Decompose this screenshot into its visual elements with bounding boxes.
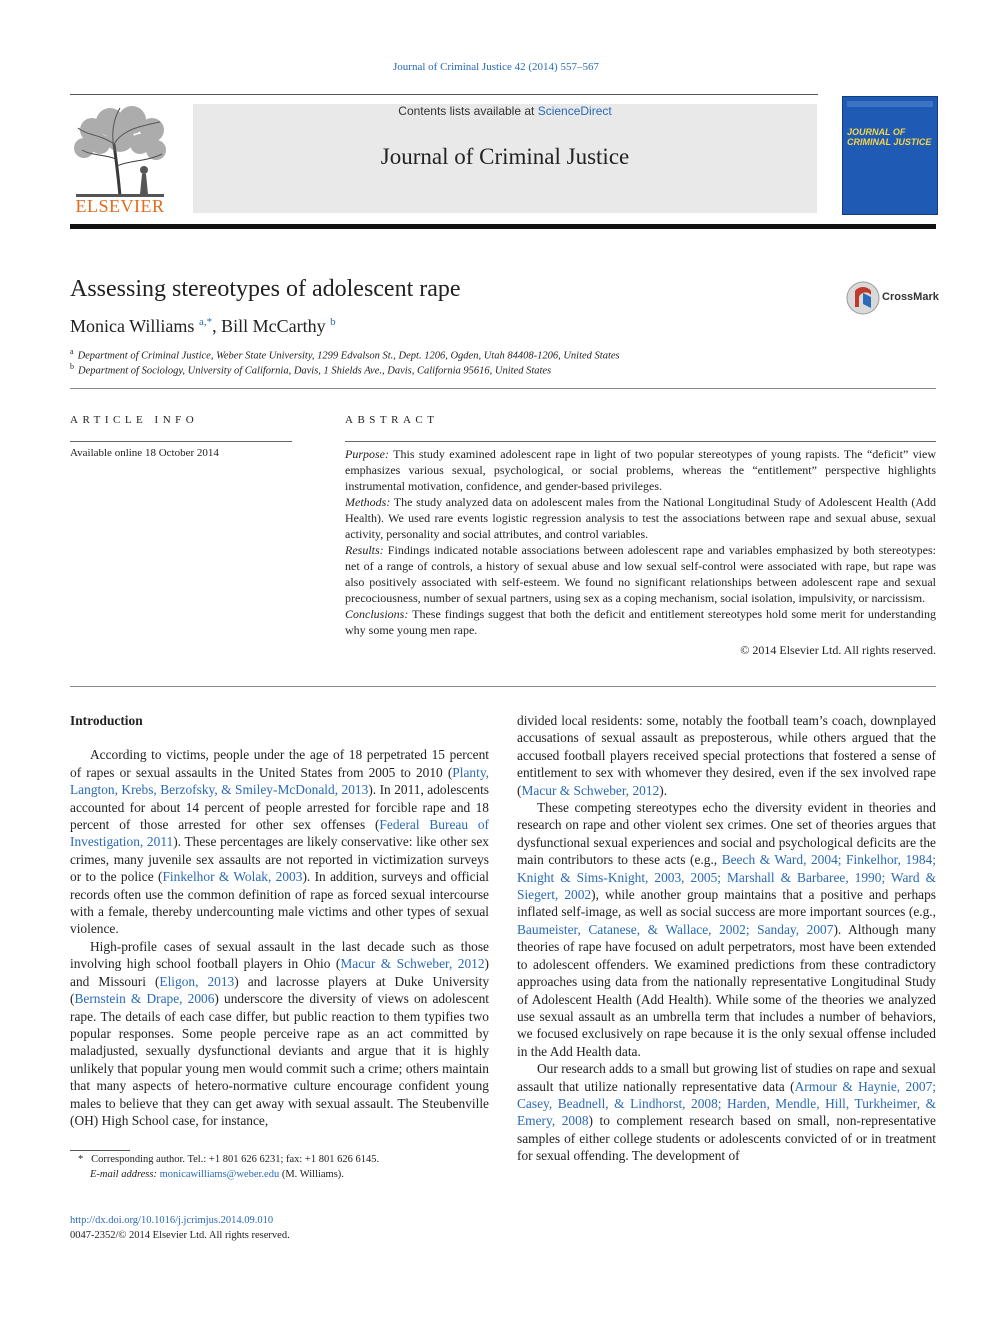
body-text: ). Although many theories of rape have focused on adult perpetrators, most have been extended to adolescent offenders. We examined predictions from these contradictory approaches using data from the nationally representative Longitudinal Study of Adolescent Health (Add Health). While some of the theories we analyzed use sexual assault as an umbrella term that includes a number of behaviors, we focused exclusively on rape because it is the only sexual offense included in the Add Health data. bbox=[517, 921, 936, 1059]
author-name[interactable]: Monica Williams bbox=[70, 316, 195, 336]
abstract-heading: ABSTRACT bbox=[345, 414, 439, 426]
citation-link[interactable]: Macur & Schweber, 2012 bbox=[521, 782, 660, 798]
body-column-left bbox=[70, 712, 489, 1129]
abstract-text: These findings suggest that both the deficit and entitlement stereotypes hold some merit for understanding why some young men rape. bbox=[345, 607, 936, 637]
abstract-label: Conclusions: bbox=[345, 607, 409, 621]
doi-link[interactable]: http://dx.doi.org/10.1016/j.jcrimjus.2014.09.010 bbox=[70, 1215, 274, 1226]
body-text: ). In addition, surveys and official records often use the common definition of rape as forced sexual intercourse with a female, thereby undercounting male victims and other types of sexual violence. bbox=[70, 869, 489, 937]
header-thick-rule bbox=[70, 224, 936, 229]
journal-cover[interactable] bbox=[842, 96, 938, 215]
body-text: ), while another group maintains that a positive and perhaps inflated self-image, as well as social success are more important sources (e.g., bbox=[517, 887, 937, 920]
copyright-notice: © 2014 Elsevier Ltd. All rights reserved. bbox=[740, 643, 936, 657]
cover-title: JOURNAL OF CRIMINAL JUSTICE bbox=[847, 127, 932, 147]
author-list bbox=[70, 316, 336, 337]
citation-link[interactable]: Baumeister, Catanese, & Wallace, 2002; Sanday, 2007 bbox=[517, 921, 834, 937]
header-rule bbox=[70, 94, 818, 95]
author-affiliation-mark[interactable]: a,* bbox=[198, 316, 213, 328]
right-paragraphs bbox=[517, 712, 936, 1165]
body-text: ). bbox=[659, 782, 668, 798]
footnote-text: Corresponding author. Tel.: +1 801 626 6231; fax: +1 801 626 6145. bbox=[91, 1154, 380, 1165]
citation-link[interactable]: Bernstein & Drape, 2006 bbox=[74, 991, 215, 1007]
abstract-label: Methods: bbox=[345, 495, 391, 509]
footnote-email-line bbox=[70, 1168, 490, 1183]
affiliation bbox=[70, 347, 620, 362]
article-info-heading: ARTICLE INFO bbox=[70, 414, 199, 426]
available-online: Available online 18 October 2014 bbox=[70, 447, 219, 459]
article-info-rule bbox=[70, 441, 292, 442]
body-text: According to victims, people under the age of 18 perpetrated 15 percent of rapes or sexual assaults in the United States from 2005 to 2010 ( bbox=[70, 747, 489, 780]
affiliation bbox=[70, 362, 551, 377]
doi-block bbox=[70, 1214, 290, 1243]
body-paragraph bbox=[517, 1060, 936, 1164]
section-heading: Introduction bbox=[70, 713, 143, 728]
footnote-line bbox=[70, 1153, 490, 1168]
body-text: High-profile cases of sexual assault in the last decade such as those involving high school football players in Ohio ( bbox=[70, 938, 489, 972]
left-paragraphs bbox=[70, 746, 489, 1129]
journal-title[interactable]: Journal of Criminal Justice bbox=[380, 144, 630, 169]
crossmark-icon[interactable] bbox=[846, 281, 880, 315]
body-text: Our research adds to a small but growing list of studies on rape and sexual assault that utilize nationally representative data ( bbox=[517, 1061, 936, 1094]
journal-banner bbox=[193, 104, 817, 213]
body-column-right bbox=[517, 712, 936, 1165]
email-suffix: (M. Williams). bbox=[281, 1168, 344, 1180]
abstract-label: Results: bbox=[345, 543, 384, 557]
citation-link[interactable]: Federal Bureau of Investigation, 2011 bbox=[70, 817, 489, 850]
abstract-methods bbox=[345, 494, 936, 542]
abstract-purpose bbox=[345, 446, 936, 494]
body-text: ) to complement research based on small, non-representative samples of either college students or adolescents convicted of or in treatment for sexual offending. The development of bbox=[517, 1113, 936, 1164]
footnote-mark: * bbox=[78, 1154, 84, 1165]
citation-link[interactable]: Eligon, 2013 bbox=[159, 973, 235, 989]
abstract-conclusions bbox=[345, 606, 936, 638]
abstract-rule bbox=[345, 441, 936, 442]
body-text: These competing stereotypes echo the diversity evident in theories and research on rape and other violent sex crimes. One set of theories argues that dysfunctional sexual experiences and social and psychological deficits are the main contributors to these acts (e.g., bbox=[517, 800, 936, 868]
sciencedirect-link[interactable]: ScienceDirect bbox=[537, 104, 612, 118]
body-paragraph bbox=[517, 799, 936, 1060]
body-paragraph bbox=[70, 938, 489, 1129]
author-affiliation-mark[interactable]: b bbox=[330, 316, 336, 328]
footnote bbox=[70, 1153, 490, 1182]
body-text: ). In 2011, adolescents accounted for about 14 percent of people arrested for forcible rape and 18 percent of those arrested for other sex offenses ( bbox=[70, 782, 489, 833]
affiliation-text: Department of Sociology, University of California, Davis, 1 Shields Ave., Davis, California 95616, United States bbox=[78, 365, 552, 377]
author-separator: , bbox=[212, 316, 222, 336]
contents-line bbox=[193, 104, 817, 118]
body-text: divided local residents: some, notably the football team’s coach, downplayed accusations of sexual assault as preposterous, while others argued that the accused football players received special protections that fostered a sense of entitlement to sex with whomever they desired, even if the sex involved rape ( bbox=[517, 713, 936, 798]
crossmark-label[interactable]: CrossMark bbox=[882, 291, 939, 303]
body-paragraph bbox=[70, 746, 489, 937]
issn-line: 0047-2352/© 2014 Elsevier Ltd. All rights reserved. bbox=[70, 1229, 290, 1241]
affiliation-mark: a bbox=[70, 347, 74, 356]
affiliation-text: Department of Criminal Justice, Weber State University, 1299 Edvalson St., Dept. 1206, Ogden, Utah 84408-1206, United States bbox=[77, 350, 620, 362]
citation-link[interactable]: Beech & Ward, 2004; Finkelhor, 1984; Knight & Sims-Knight, 2003, 2005; Marshall & Barbaree, 1990; Ward & Siegert, 2002 bbox=[517, 852, 936, 903]
divider bbox=[70, 686, 936, 687]
cover-strip bbox=[847, 101, 933, 107]
footnote-rule bbox=[70, 1150, 130, 1151]
body-paragraph bbox=[517, 712, 936, 799]
contents-prefix: Contents lists available at bbox=[398, 104, 538, 118]
body-text: ) underscore the diversity of views on adolescent rape. The details of each case differ, but public reaction to them typifies two popular responses. Some people perceive rape as an act committed by maladjusted, sexually dysfunctional deviants and argue that it is highly unlikely that popular young men would commit such a crime; others maintain that many aspects of hetero-normative culture encourage confident young males to believe that they can get away with sexual assault. The Steubenville (OH) High School case, for instance, bbox=[70, 991, 489, 1128]
abstract-label: Purpose: bbox=[345, 447, 389, 461]
abstract-text: This study examined adolescent rape in light of two popular stereotypes of young rapists. The “deficit” view emphasizes various sexual, psychological, or social problems, whereas the “entitlement” perspective highlights instrumental motivation, confidence, and gender-based privileges. bbox=[345, 447, 936, 493]
body-text: ) and Missouri ( bbox=[70, 956, 490, 989]
abstract-results bbox=[345, 542, 936, 606]
citation-link[interactable]: Finkelhor & Wolak, 2003 bbox=[162, 869, 303, 885]
email-label: E-mail address: bbox=[90, 1168, 157, 1180]
article-title: Assessing stereotypes of adolescent rape bbox=[70, 276, 461, 302]
journal-citation[interactable]: Journal of Criminal Justice 42 (2014) 557–567 bbox=[393, 61, 599, 73]
abstract-body bbox=[345, 446, 936, 658]
divider bbox=[70, 388, 936, 389]
citation-link[interactable]: Macur & Schweber, 2012 bbox=[340, 956, 485, 972]
author-name[interactable]: Bill McCarthy bbox=[221, 316, 326, 336]
abstract-text: The study analyzed data on adolescent males from the National Longitudinal Study of Adolescent Health (Add Health). We used rare events logistic regression analysis to test the associations between rape and sexual abuse, sexual activity, personality and social attributes, and control variables. bbox=[345, 495, 936, 541]
affiliation-mark: b bbox=[70, 362, 74, 371]
abstract-text: Findings indicated notable associations between adolescent rape and variables emphasized by both stereotypes: net of a range of controls, a history of sexual abuse and low sexual self-control were associated with rape, but rape was also positively associated with self-esteem. We found no significant relationships between adolescent rape and sexual precociousness, number of sexual partners, using sex as a coping mechanism, social isolation, impulsivity, or narcissism. bbox=[345, 543, 936, 605]
body-text: ) and lacrosse players at Duke University ( bbox=[70, 973, 490, 1007]
citation-link[interactable]: Planty, Langton, Krebs, Berzofsky, & Smiley-McDonald, 2013 bbox=[70, 764, 489, 798]
publisher-logo-text: ELSEVIER bbox=[75, 196, 165, 216]
email-link[interactable]: monicawilliams@weber.edu bbox=[159, 1168, 280, 1180]
citation-link[interactable]: Armour & Haynie, 2007; Casey, Beadnell, & Lindhorst, 2008; Harden, Mendle, Hill, Turkheimer, & Emery, 2008 bbox=[517, 1078, 936, 1129]
body-text: ). These percentages are likely conservative: like other sex crimes, many juvenile sex assaults are not reported in victimization surveys or to the police ( bbox=[70, 834, 489, 885]
